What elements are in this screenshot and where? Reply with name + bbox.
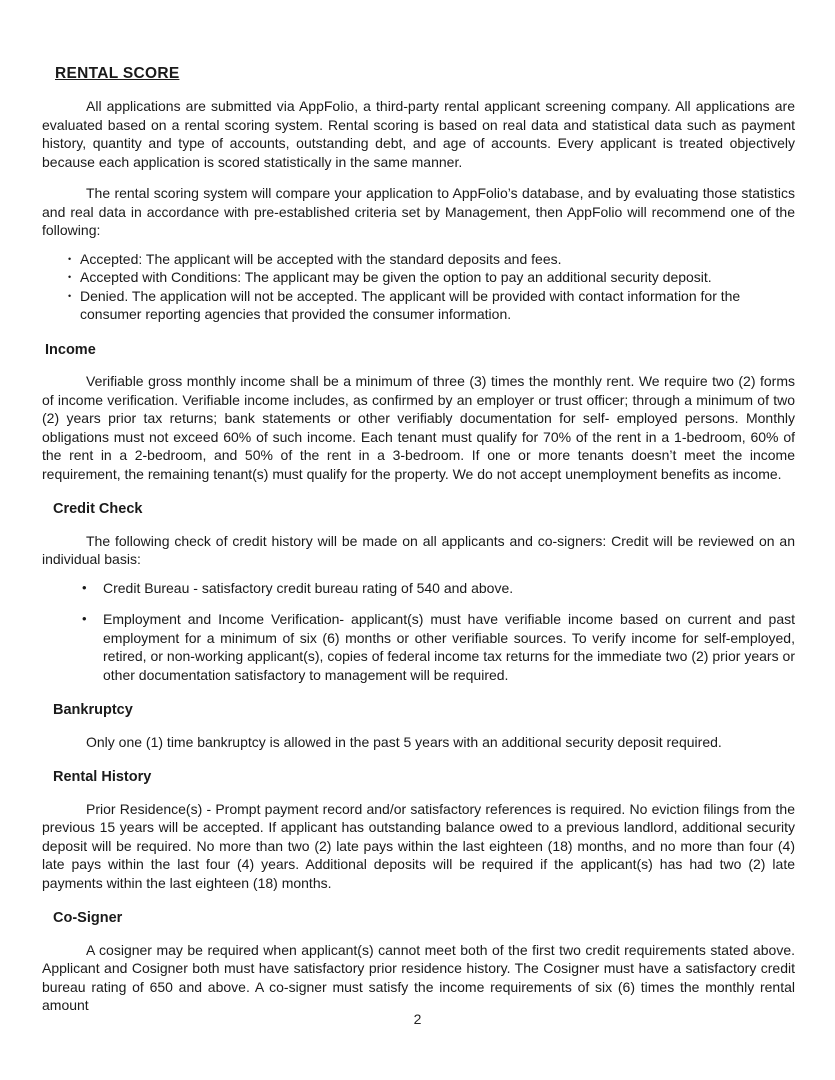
intro-paragraph-2: The rental scoring system will compare your application to AppFolio’s database, and by evaluating those statistics and real data in accordance with pre-established criteria set by Management, then AppFolio will recommend one of the following: bbox=[42, 185, 795, 238]
co-signer-paragraph: A cosigner may be required when applicant(s) cannot meet both of the first two credit requirements stated above. Applicant and Cosigner both must have satisfactory prior residence history. The Cosigner must have a satisfactory credit bureau rating of 650 and above. A co-signer must satisfy the income requirements of six (6) times the monthly rental amount bbox=[42, 941, 795, 1013]
page-title: RENTAL SCORE bbox=[55, 65, 180, 82]
list-item-text: Accepted: The applicant will be accepted with the standard deposits and fees. bbox=[80, 250, 562, 267]
bullet-icon: • bbox=[68, 253, 72, 264]
credit-check-list bbox=[42, 579, 795, 685]
list-item-text: Employment and Income Verification- applicant(s) must have verifiable income based on current and past employment for a minimum of six (6) months or other verifiable sources. To verify income for self-employed, retired, or non-working applicant(s), copies of federal income tax returns for the immediate two (2) prior years or other documentation satisfactory to management will be required. bbox=[103, 611, 795, 683]
list-item bbox=[42, 579, 795, 598]
section-heading-rental-history: Rental History bbox=[53, 769, 152, 785]
list-item-text: Accepted with Conditions: The applicant may be given the option to pay an additional security deposit. bbox=[80, 269, 712, 285]
section-heading-income: Income bbox=[45, 341, 96, 358]
credit-check-paragraph: The following check of credit history will be made on all applicants and co-signers: Credit will be reviewed on an individual basis: bbox=[42, 532, 795, 567]
list-item bbox=[42, 287, 795, 324]
page-number: 2 bbox=[413, 1011, 422, 1027]
list-item-text: Denied. The application will not be accepted. The applicant will be provided with contact information for the consumer reporting agencies that provided the consumer information. bbox=[80, 287, 741, 322]
bullet-icon: • bbox=[68, 290, 72, 301]
bullet-icon: • bbox=[82, 611, 87, 626]
section-heading-co-signer: Co-Signer bbox=[53, 910, 123, 926]
bullet-icon: • bbox=[68, 272, 72, 282]
intro-paragraph-1: All applications are submitted via AppFolio, a third-party rental applicant screening company. All applications are evaluated based on a rental scoring system. Rental scoring is based on real data and statistical data such as payment history, quantity and type of accounts, outstanding debt, and age of accounts. Every applicant is treated objectively because each application is scored statistically in the same manner. bbox=[42, 98, 795, 170]
bullet-icon: • bbox=[82, 579, 87, 595]
section-heading-credit-check: Credit Check bbox=[53, 501, 143, 517]
screening-outcome-list bbox=[42, 250, 795, 324]
section-heading-bankruptcy: Bankruptcy bbox=[53, 702, 133, 718]
bankruptcy-paragraph: Only one (1) time bankruptcy is allowed in the past 5 years with an additional security deposit required. bbox=[86, 733, 722, 750]
income-paragraph: Verifiable gross monthly income shall be a minimum of three (3) times the monthly rent. We require two (2) forms of income verification. Verifiable income includes, as confirmed by an employer or trust officer; through a minimum of two (2) years prior tax returns; bank statements or other verifiably documentation for self- employed persons. Monthly obligations must not exceed 60% of such income. Each tenant must qualify for 70% of the rent in a 1-bedroom, 60% of the rent in a 2-bedroom, and 50% of the rent in a 3-bedroom. If one or more tenants doesn’t meet the income requirement, the remaining tenant(s) must qualify for the property. We do not accept unemployment benefits as income. bbox=[42, 373, 795, 482]
list-item-text: Credit Bureau - satisfactory credit bureau rating of 540 and above. bbox=[103, 579, 514, 596]
list-item bbox=[42, 268, 795, 287]
list-item bbox=[42, 250, 795, 269]
rental-history-paragraph: Prior Residence(s) - Prompt payment record and/or satisfactory references is required. No eviction filings from the previous 15 years will be accepted. If applicant has outstanding balance owed to a previous landlord, additional security deposit will be required. No more than two (2) late pays within the last eighteen (18) months, and no more than four (4) late pays within the last four (4) years. Additional deposits will be required if the applicant(s) has had two (2) late payments within the last eighteen (18) months. bbox=[42, 800, 795, 891]
list-item bbox=[42, 610, 795, 684]
